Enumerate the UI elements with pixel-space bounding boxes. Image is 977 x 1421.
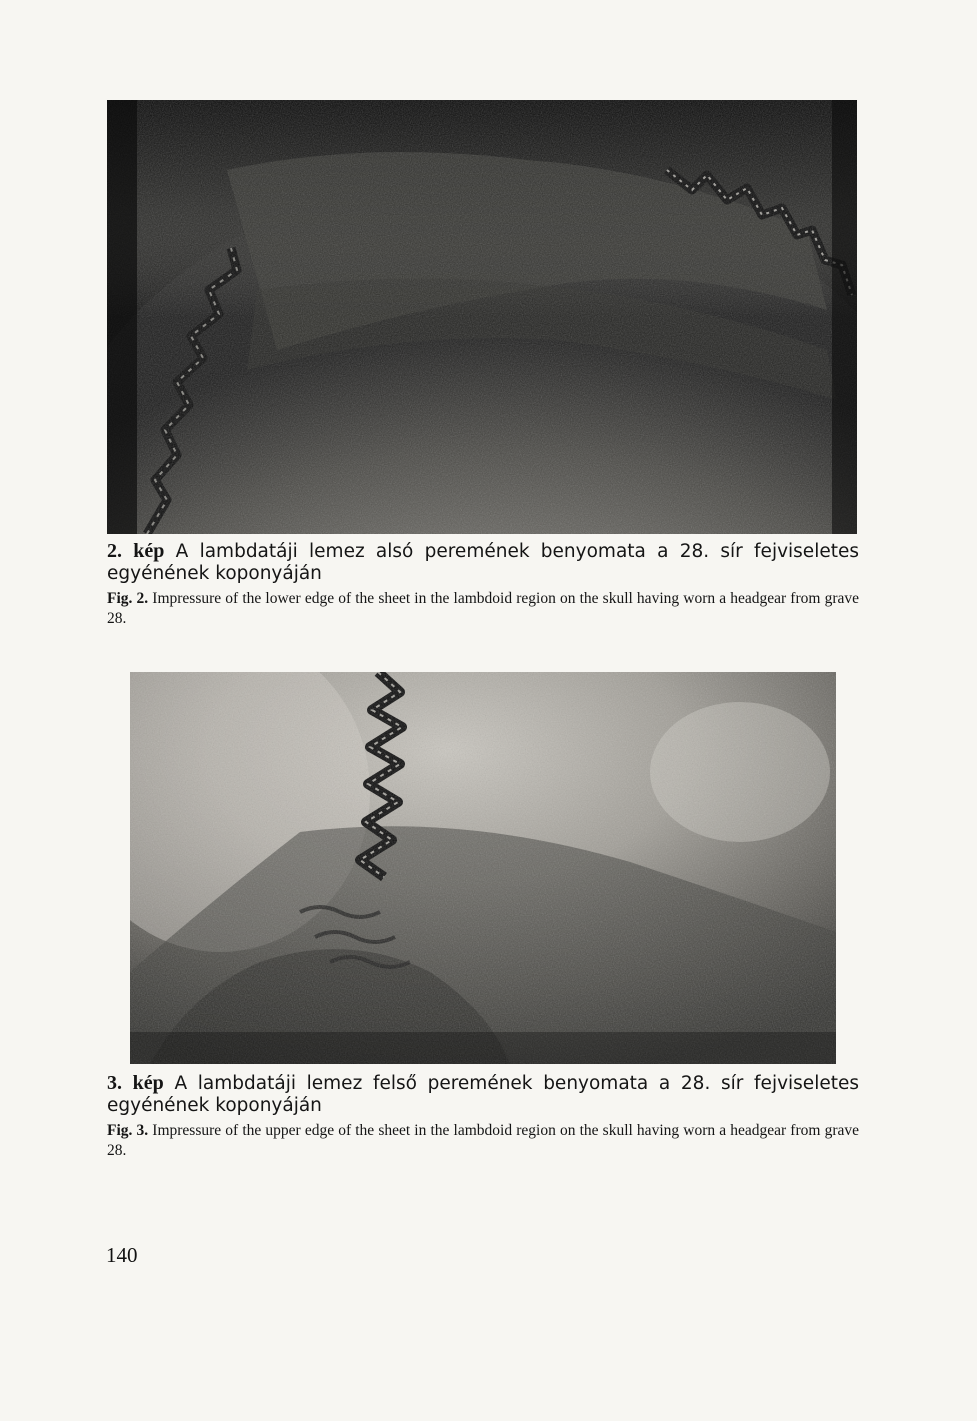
figure-2-photo [107, 100, 857, 534]
figure-3-caption-english [107, 1121, 859, 1161]
page-number: 140 [106, 1243, 138, 1267]
figure-2-caption-english [107, 589, 859, 629]
figure-2-skull-image [107, 100, 857, 534]
figure-3-caption-en-text: Impressure of the upper edge of the sheet in the lambdoid region on the skull having worn a headgear from grave 28. [107, 1122, 859, 1159]
figure-2-label-en: Fig. 2. [107, 590, 149, 607]
figure-3-caption [107, 1072, 859, 1161]
figure-2-caption [107, 540, 859, 629]
figure-2-caption-en-text: Impressure of the lower edge of the sheet in the lambdoid region on the skull having worn a headgear from grave 28. [107, 590, 859, 627]
figure-2-caption-hungarian [107, 540, 859, 585]
figure-3-caption-hungarian [107, 1072, 859, 1117]
figure-3-number: 3. [107, 1072, 122, 1094]
figure-3-label-en: Fig. 3. [107, 1122, 149, 1139]
figure-3-photo [130, 672, 836, 1064]
figure-2-number: 2. [107, 540, 122, 562]
figure-3-label-hu: kép [132, 1072, 164, 1094]
figure-3-skull-image [130, 672, 836, 1064]
figure-3-caption-hu-text: A lambdatáji lemez felső peremének benyomata a 28. sír fejviseletes egyénének koponyáján [107, 1073, 859, 1116]
figure-2-caption-hu-text: A lambdatáji lemez alsó peremének benyomata a 28. sír fejviseletes egyénének koponyáján [107, 541, 859, 584]
figure-2-label-hu: kép [133, 540, 165, 562]
